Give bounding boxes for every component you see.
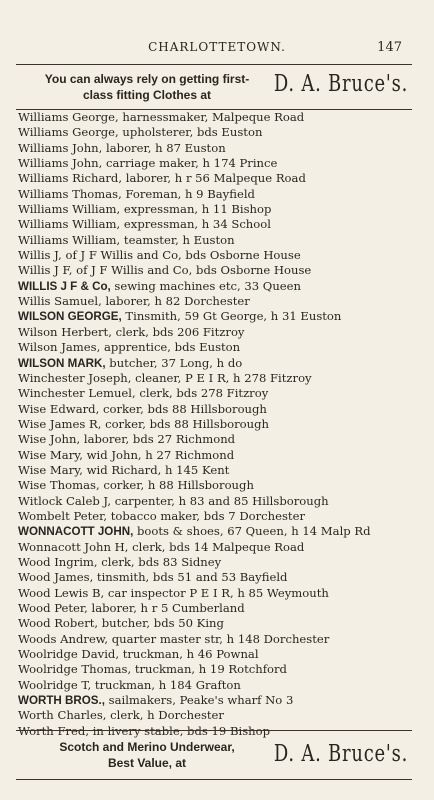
entry-name: Willis J F [18,263,69,278]
ad-line: class fitting Clothes at [82,88,212,102]
entry-detail: , clerk, h Dorchester [102,708,224,723]
directory-entry [18,448,418,463]
entry-name: Willis J [18,248,59,263]
directory-entry [18,202,418,217]
entry-detail: , of J F Willis and Co, bds Osborne House [68,263,312,278]
ad-brand: D. A. Bruce's. [273,71,408,97]
entry-name: Wise Mary [18,462,80,477]
directory-entry [18,141,418,156]
entry-name: Willis Samuel [18,294,99,309]
entry-detail: , wid Richard, h 145 Kent [79,462,230,477]
directory-entry [18,708,418,723]
directory-entry [18,340,418,355]
directory-entry [18,601,418,616]
entry-name: Worth Charles [18,708,103,723]
entry-name: Wombelt Peter [18,508,104,523]
directory-entry [18,524,418,539]
directory-entry [18,309,418,324]
entry-detail: , laborer, h r 56 Malpeque Road [118,171,306,186]
entry-detail: , clerk, bds 278 Fitzroy [132,386,269,401]
page-number: 147 [377,40,402,55]
entry-detail: , expressman, h 11 Bishop [116,202,272,217]
entry-name: Wood Robert [18,616,95,631]
directory-entry [18,125,418,140]
ad-line: Scotch and Merino Underwear, [59,740,235,754]
entry-name: Wise Edward [18,401,96,416]
entry-detail: , truckman, h 46 Pownal [115,647,259,662]
entry-name: Wonnacott John H [18,539,125,554]
entry-name: Woolridge Thomas [18,662,128,677]
entry-detail: , laborer, bds 27 Richmond [76,432,236,447]
entry-name: Wise James R [18,416,98,431]
directory-entry [18,248,418,263]
entry-name: WORTH BROS., [18,694,105,708]
entry-name: Wood Lewis B [18,585,101,600]
directory-listing [18,110,418,739]
directory-entry [18,509,418,524]
entry-name: Wise Thomas [18,478,96,493]
entry-name: Wood Ingrim [18,554,94,569]
entry-name: WONNACOTT JOHN, [18,525,134,539]
directory-entry [18,263,418,278]
directory-entry [18,386,418,401]
directory-entry [18,632,418,647]
entry-detail: , teamster, h Euston [116,232,235,247]
entry-detail: sewing machines etc, 33 Queen [110,278,301,293]
entry-detail: , clerk, bds 83 Sidney [93,554,222,569]
directory-entry [18,570,418,585]
directory-entry [18,187,418,202]
entry-name: Williams George [18,110,116,124]
directory-entry [18,279,418,294]
directory-entry [18,478,418,493]
directory-entry [18,494,418,509]
directory-entry [18,156,418,171]
entry-detail: , butcher, bds 50 King [94,616,224,631]
entry-detail: , laborer, h 82 Dorchester [98,294,250,309]
directory-entry [18,402,418,417]
entry-detail: , truckman, h 184 Grafton [87,677,241,692]
directory-entry [18,371,418,386]
entry-detail: , Foreman, h 9 Bayfield [118,186,255,201]
entry-detail: , upholsterer, bds Euston [115,125,263,140]
entry-name: Wood Peter [18,601,85,615]
entry-detail: , clerk, bds 14 Malpeque Road [124,539,305,554]
entry-name: Winchester Joseph [18,370,128,385]
entry-detail: , expressman, h 34 School [116,217,271,232]
page-header [0,40,434,58]
advertisement-top [16,64,412,110]
entry-detail: , car inspector P E I R, h 85 Weymouth [100,585,329,600]
directory-entry [18,647,418,662]
entry-name: Williams George [18,125,116,140]
entry-name: Williams William [18,217,117,232]
entry-name: Williams William [18,232,117,247]
ad-brand: D. A. Bruce's. [273,741,408,767]
directory-entry [18,417,418,432]
entry-detail: , of J F Willis and Co, bds Osborne House [58,248,301,263]
entry-detail: , tobacco maker, bds 7 Dorchester [103,508,305,523]
entry-detail: , harnessmaker, Malpeque Road [115,110,305,124]
directory-entry [18,217,418,232]
entry-detail: , corker, bds 88 Hillsborough [97,416,269,431]
entry-name: Worth Fred [18,723,86,738]
entry-detail: , truckman, h 19 Rotchford [127,662,287,677]
directory-entry [18,540,418,555]
directory-entry [18,294,418,309]
entry-name: Woods Andrew [18,631,105,646]
entry-name: Woolridge T [18,677,88,692]
entry-detail: , corker, h 88 Hillsborough [95,478,254,493]
entry-name: Williams Richard [18,171,119,186]
entry-name: Wilson Herbert [18,324,109,339]
entry-name: Witlock Caleb J [18,493,108,508]
entry-detail: , carriage maker, h 174 Prince [98,156,278,171]
entry-detail: , cleaner, P E I R, h 278 Fitzroy [127,370,312,385]
running-head: CHARLOTTETOWN. [148,40,286,54]
ad-copy [16,71,278,103]
entry-name: Wilson James [18,340,97,355]
entry-detail: sailmakers, Peake's wharf No 3 [104,693,294,708]
entry-name: WILLIS J F & Co, [18,279,111,293]
entry-detail: , apprentice, bds Euston [96,340,241,355]
entry-detail: , in livery stable, bds 19 Bishop [85,723,271,738]
directory-entry [18,693,418,708]
entry-detail: , carpenter, h 83 and 85 Hillsborough [107,493,329,508]
entry-detail: boots & shoes, 67 Queen, h 14 Malp Rd [133,524,371,539]
entry-name: Williams John [18,140,99,155]
directory-entry [18,662,418,677]
entry-detail: , tinsmith, bds 51 and 53 Bayfield [89,570,288,585]
entry-name: WILSON MARK, [18,356,106,370]
entry-name: Wood James [18,570,90,585]
entry-detail: butcher, 37 Long, h do [105,355,243,370]
entry-detail: , clerk, bds 206 Fitzroy [108,324,245,339]
entry-detail: , laborer, h 87 Euston [98,140,226,155]
directory-entry [18,463,418,478]
entry-detail: , laborer, h r 5 Cumberland [84,601,245,615]
ad-line: Best Value, at [107,756,187,770]
entry-name: Williams Thomas [18,186,119,201]
directory-entry [18,678,418,693]
ad-line: You can always rely on getting first- [44,72,250,86]
entry-name: Williams John [18,156,99,171]
entry-name: Wise John [18,432,77,447]
entry-detail: Tinsmith, 59 Gt George, h 31 Euston [121,309,342,324]
directory-entry [18,233,418,248]
entry-name: Winchester Lemuel [18,386,132,401]
directory-entry [18,325,418,340]
entry-name: WILSON GEORGE, [18,310,122,324]
directory-entry [18,586,418,601]
directory-entry [18,432,418,447]
entry-name: Woolridge David [18,647,116,662]
directory-entry [18,616,418,631]
entry-detail: , wid John, h 27 Richmond [79,447,235,462]
advertisement-bottom [16,730,412,780]
directory-entry [18,110,418,125]
directory-entry [18,356,418,371]
ad-copy [16,739,278,771]
entry-detail: , quarter master str, h 148 Dorchester [104,631,330,646]
directory-entry [18,555,418,570]
entry-detail: , corker, bds 88 Hillsborough [95,401,267,416]
directory-entry [18,171,418,186]
entry-name: Williams William [18,202,117,217]
entry-name: Wise Mary [18,447,80,462]
